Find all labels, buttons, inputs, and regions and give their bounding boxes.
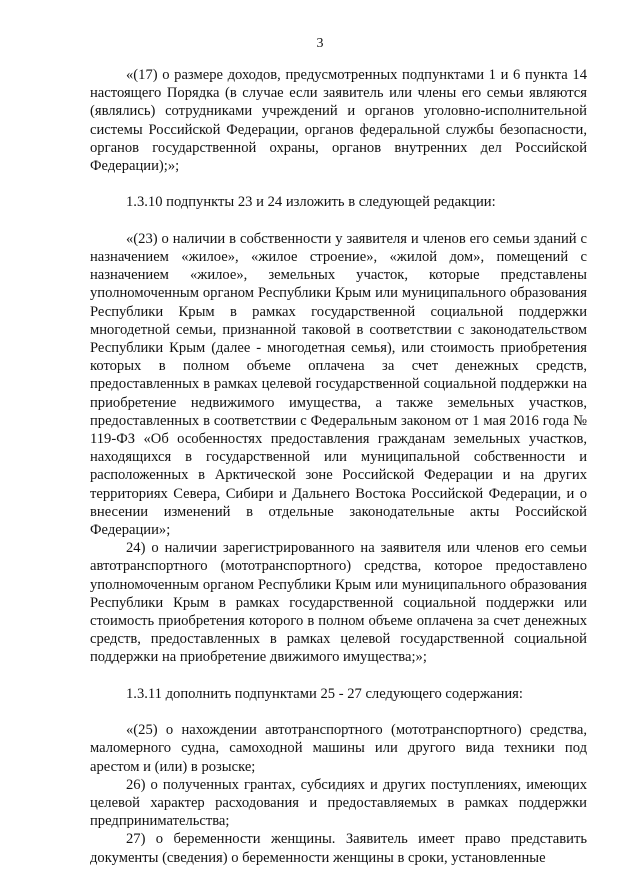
paragraph-item-23: «(23) о наличии в собственности у заявителя и членов его семьи зданий с назначением «жилое», «жилое строение», «жилой дом», помещений с назначением «жилое», земельных участок, которые представлены уполномоченным органом Республики Крым или муниципального образования Республики Крым в рамках государственной социальной поддержки многодетной семьи, признанной таковой в соответствии с законодательством Республики Крым (далее - многодетная семья), или стоимость приобретения которых в полном объеме оплачена за счет денежных средств, предоставленных в рамках целевой государственной социальной поддержки на приобретение недвижимого имущества, а также земельных участков, предоставленных в соответствии с Федеральным законом от 1 мая 2016 года № 119-ФЗ «Об особенностях предоставления гражданам земельных участков, находящихся в государственной или муниципальной собственности и расположенных в Арктической зоне Российской Федерации и на других территориях Севера, Сибири и Дальнего Востока Российской Федерации, и о внесении изменений в отдельные законодательные акты Российской Федерации»; xyxy=(90,230,587,539)
paragraph-item-25: «(25) о нахождении автотранспортного (мототранспортного) средства, маломерного судна, самоходной машины или другого вида техники под арестом и (или) в розыске; xyxy=(90,722,587,775)
paragraph-item-27: 27) о беременности женщины. Заявитель имеет право представить документы (сведения) о беременности женщины в сроки, установленные xyxy=(90,831,587,866)
paragraph-item-24: 24) о наличии зарегистрированного на заявителя или членов его семьи автотранспортного (мототранспортного) средства, которое предоставлено уполномоченным органом Республики Крым или муниципального образования Республики Крым в рамках государственной социальной поддержки или стоимость приобретения которого в полном объеме оплачена за счет денежных средств, предоставленных в рамках целевой государственной социальной поддержки на приобретение движимого имущества;»; xyxy=(90,540,587,666)
paragraph-item-17: «(17) о размере доходов, предусмотренных подпунктами 1 и 6 пункта 14 настоящего Порядка (в случае если заявитель или члены его семьи являются (являлись) сотрудниками учреждений и органов уголовно-исполнительной системы Российской Федерации, органов федеральной службы безопасности, органов государственной охраны, органов внутренних дел Российской Федерации);»; xyxy=(90,67,587,175)
paragraph-heading-1-3-11: 1.3.11 дополнить подпунктами 25 - 27 следующего содержания: xyxy=(126,685,523,702)
page-number: 3 xyxy=(316,36,324,51)
paragraph-heading-1-3-10: 1.3.10 подпункты 23 и 24 изложить в следующей редакции: xyxy=(126,194,496,211)
document-body xyxy=(90,66,587,867)
paragraph-item-26: 26) о полученных грантах, субсидиях и других поступлениях, имеющих целевой характер расходования и предоставляемых в рамках поддержки предпринимательства; xyxy=(90,776,587,830)
